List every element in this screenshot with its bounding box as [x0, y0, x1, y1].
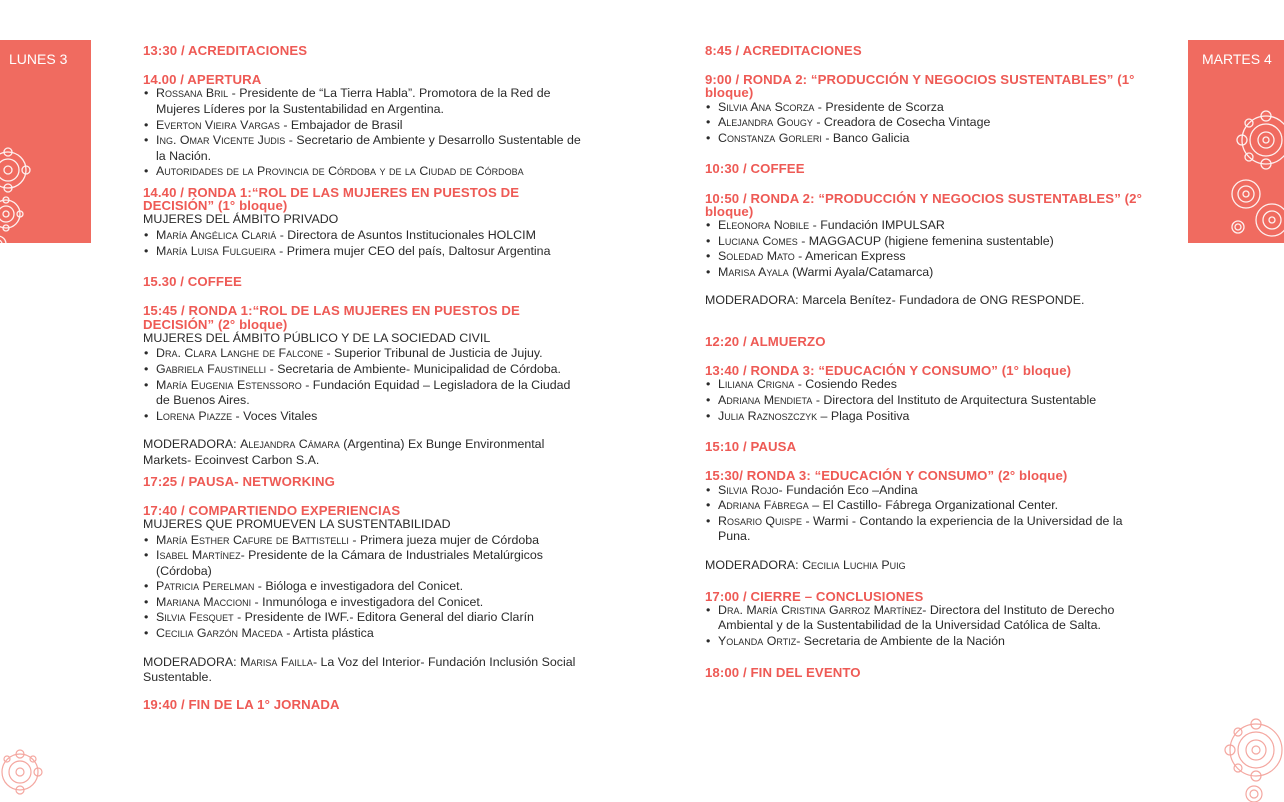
- speaker-list: [143, 86, 583, 180]
- section-ronda-1-bloque-1: [143, 186, 583, 259]
- list-item: [143, 244, 583, 260]
- section-time: 17:40 / COMPARTIENDO EXPERIENCIAS: [143, 502, 401, 518]
- list-item: [705, 603, 1145, 634]
- speaker-role: (Warmi Ayala/Catamarca): [788, 264, 934, 279]
- speaker-name: Rosario Quispe: [718, 513, 803, 528]
- list-item: [143, 346, 583, 362]
- section-ronda-2-bloque-1: [705, 73, 1145, 146]
- section-ronda-2-bloque-2: [705, 192, 1145, 309]
- section-acreditaciones: [143, 44, 583, 57]
- list-item: [705, 234, 1145, 250]
- speaker-role: - MAGGACUP (higiene femenina sustentable): [797, 233, 1054, 248]
- speaker-role: - Directora del Instituto de Derecho Ambiental y de la Sustentabilidad de la Universidad Católica de Salta.: [718, 602, 1115, 633]
- speaker-role: - Presidente de IWF.- Editora General del diario Clarín: [233, 610, 534, 625]
- program-day-2: [705, 44, 1145, 685]
- moderator-line: [705, 558, 1145, 574]
- section-networking: [143, 475, 583, 488]
- moderator-label: MODERADORA:: [705, 557, 803, 572]
- speaker-name: María Eugenia Estenssoro: [156, 377, 302, 392]
- speaker-name: María Angélica Clariá: [156, 227, 277, 242]
- list-item: [143, 579, 583, 595]
- speaker-name: Dra. Clara Langhe de Falcone: [156, 346, 324, 361]
- day-tab-martes: [1188, 40, 1284, 243]
- section-fin-evento: [705, 666, 1145, 679]
- section-time: 9:00 / RONDA 2: “PRODUCCIÓN Y NEGOCIOS SUSTENTABLES” (1° bloque): [705, 72, 1135, 101]
- section-compartiendo-experiencias: [143, 504, 583, 686]
- speaker-role: - Primera mujer CEO del país, Daltosur Argentina: [275, 243, 551, 258]
- list-item: [705, 249, 1145, 265]
- speaker-name: Dra. María Cristina Garroz Martínez: [718, 602, 923, 617]
- moderator-name: Alejandra Cámara: [240, 437, 340, 452]
- speaker-role: - Secretaria de Ambiente- Municipalidad de Córdoba.: [266, 361, 561, 376]
- list-item: [705, 218, 1145, 234]
- speaker-name: Ing. Omar Vicente Judis: [156, 133, 286, 148]
- speaker-role: - Banco Galicia: [821, 130, 910, 145]
- moderator-line: [705, 293, 1145, 309]
- list-item: [143, 86, 583, 117]
- section-time: 15:45 / RONDA 1:“ROL DE LAS MUJERES EN PUESTOS DE DECISIÓN” (2° bloque): [143, 303, 520, 332]
- speaker-name: Silvia Rojo: [718, 482, 779, 497]
- speaker-role: - Fundación IMPULSAR: [809, 218, 945, 232]
- section-time: 15:30/ RONDA 3: “EDUCACIÓN Y CONSUMO” (2° bloque): [705, 468, 1068, 484]
- moderator-line: [143, 437, 583, 468]
- speaker-role: - Presidente de “La Tierra Habla”. Promotora de la Red de Mujeres Líderes por la Sustentabilidad en Argentina.: [156, 86, 551, 116]
- speaker-name: Alejandra Gougy: [718, 115, 813, 130]
- speaker-role: - Primera jueza mujer de Córdoba: [348, 532, 540, 547]
- section-almuerzo: [705, 335, 1145, 348]
- list-item: [143, 548, 583, 579]
- list-item: [143, 164, 583, 180]
- lace-ornament-icon: [1214, 712, 1284, 802]
- speaker-list: [143, 346, 583, 424]
- speaker-name: Lorena Piazze: [156, 408, 233, 423]
- moderator-role: - La Voz del Interior- Fundación Inclusión Social Sustentable.: [143, 654, 576, 685]
- speaker-role: - Secretario de Ambiente y Desarrollo Sustentable de la Nación.: [156, 133, 581, 163]
- speaker-role: - American Express: [794, 249, 906, 264]
- list-item: [705, 498, 1145, 514]
- list-item: [705, 483, 1145, 499]
- speaker-role: - Embajador de Brasil: [279, 117, 403, 132]
- speaker-name: Eleonora Nobile: [718, 218, 810, 232]
- section-time: 10:50 / RONDA 2: “PRODUCCIÓN Y NEGOCIOS SUSTENTABLES” (2° bloque): [705, 190, 1142, 219]
- section-time: 17:00 / CIERRE – CONCLUSIONES: [705, 588, 924, 604]
- list-item: [143, 362, 583, 378]
- list-item: [705, 634, 1145, 650]
- list-item: [143, 228, 583, 244]
- speaker-name: Constanza Gorleri: [718, 130, 822, 145]
- speaker-name: Cecilia Garzón Maceda: [156, 626, 283, 641]
- list-item: [143, 595, 583, 611]
- section-time: 17:25 / PAUSA- NETWORKING: [143, 473, 336, 489]
- section-time: 15.30 / COFFEE: [143, 274, 242, 290]
- program-day-1: [143, 44, 583, 717]
- speaker-role: - Bióloga e investigadora del Conicet.: [254, 579, 464, 594]
- speaker-role: - Fundación Eco –Andina: [778, 482, 918, 497]
- speaker-role: - Directora del Instituto de Arquitectura Sustentable: [812, 392, 1097, 407]
- speaker-role: - Fundación Equidad – Legisladora de la Ciudad de Buenos Aires.: [156, 377, 571, 408]
- speaker-list: [705, 100, 1145, 147]
- speaker-name: Everton Vieira Vargas: [156, 117, 280, 132]
- section-time: 10:30 / COFFEE: [705, 161, 805, 177]
- list-item: [143, 118, 583, 134]
- speaker-role: - Presidente de la Cámara de Industriales Metalúrgicos (Córdoba): [156, 548, 543, 578]
- list-item: [143, 409, 583, 425]
- moderator-label: MODERADORA:: [143, 437, 241, 452]
- lace-ornament-icon: [0, 142, 48, 243]
- section-ronda-3-bloque-2: [705, 469, 1145, 573]
- day-tab-lunes: [0, 40, 91, 243]
- speaker-list: [705, 218, 1145, 280]
- speaker-role: - Secretaria de Ambiente de la Nación: [796, 633, 1005, 648]
- speaker-name: Yolanda Ortiz: [718, 633, 797, 648]
- lace-ornament-icon: [0, 742, 50, 802]
- section-subtitle: MUJERES QUE PROMUEVEN LA SUSTENTABILIDAD: [143, 516, 451, 531]
- section-time: 15:10 / PAUSA: [705, 439, 797, 455]
- list-item: [705, 115, 1145, 131]
- section-ronda-1-bloque-2: [143, 304, 583, 468]
- speaker-name: Silvia Ana Scorza: [718, 99, 815, 114]
- moderator-label: MODERADORA: Marcela Benítez- Fundadora de ONG RESPONDE.: [705, 293, 1085, 308]
- moderator-name: Cecilia Luchia Puig: [802, 557, 906, 572]
- speaker-role: - Inmunóloga e investigadora del Conicet.: [251, 594, 484, 609]
- section-coffee: [705, 162, 1145, 175]
- section-time: 13:40 / RONDA 3: “EDUCACIÓN Y CONSUMO” (1° bloque): [705, 363, 1072, 379]
- speaker-role: - Presidente de Scorza: [814, 99, 944, 114]
- speaker-list: [143, 533, 583, 642]
- section-time: 13:30 / ACREDITACIONES: [143, 43, 308, 58]
- day-label: MARTES 4: [1202, 51, 1272, 67]
- section-time: 12:20 / ALMUERZO: [705, 333, 826, 349]
- section-fin-jornada: [143, 698, 583, 711]
- speaker-list: [143, 228, 583, 259]
- moderator-role: (Argentina) Ex Bunge Environmental Markets- Ecoinvest Carbon S.A.: [143, 437, 545, 467]
- list-item: [705, 409, 1145, 425]
- section-time: 8:45 / ACREDITACIONES: [705, 43, 862, 58]
- day-label: LUNES 3: [9, 51, 68, 67]
- speaker-name: Rossana Bril: [156, 86, 229, 101]
- lace-ornament-icon: [1216, 102, 1284, 243]
- list-item: [705, 100, 1145, 116]
- list-item: [705, 377, 1145, 393]
- speaker-name: Autoridades de la Provincia de Córdoba y de la Ciudad de Córdoba: [156, 164, 524, 179]
- speaker-role: - Cosiendo Redes: [794, 377, 897, 392]
- section-pausa: [705, 440, 1145, 453]
- speaker-name: Isabel Martínez: [156, 548, 241, 563]
- section-subtitle: MUJERES DEL ÁMBITO PÚBLICO Y DE LA SOCIEDAD CIVIL: [143, 330, 491, 345]
- section-coffee: [143, 275, 583, 288]
- list-item: [705, 131, 1145, 147]
- section-cierre: [705, 590, 1145, 650]
- speaker-name: Adriana Fábrega: [718, 498, 809, 513]
- speaker-list: [705, 377, 1145, 424]
- speaker-name: María Esther Cafure de Battistelli: [156, 532, 349, 547]
- list-item: [143, 610, 583, 626]
- section-ronda-3-bloque-1: [705, 364, 1145, 424]
- section-acreditaciones: [705, 44, 1145, 57]
- speaker-name: Patricia Perelman: [156, 579, 255, 594]
- list-item: [705, 393, 1145, 409]
- moderator-line: [143, 655, 583, 686]
- moderator-label: MODERADORA:: [143, 654, 241, 669]
- speaker-name: Gabriela Faustinelli: [156, 361, 267, 376]
- section-subtitle: MUJERES DEL ÁMBITO PRIVADO: [143, 212, 339, 227]
- speaker-name: Adriana Mendieta: [718, 392, 813, 407]
- speaker-role: – El Castillo- Fábrega Organizational Center.: [808, 498, 1059, 513]
- list-item: [143, 626, 583, 642]
- moderator-name: Marisa Failla: [240, 654, 313, 669]
- speaker-name: María Luisa Fulgueira: [156, 243, 276, 258]
- speaker-role: – Plaga Positiva: [817, 408, 910, 423]
- list-item: [143, 133, 583, 164]
- speaker-name: Marisa Ayala: [718, 264, 789, 279]
- speaker-role: - Directora de Asuntos Institucionales HOLCIM: [276, 227, 536, 242]
- speaker-role: - Superior Tribunal de Justicia de Jujuy.: [323, 346, 543, 361]
- speaker-role: - Warmi - Contando la experiencia de la Universidad de la Puna.: [718, 513, 1123, 544]
- section-time: 19:40 / FIN DE LA 1° JORNADA: [143, 696, 340, 712]
- section-time: 18:00 / FIN DEL EVENTO: [705, 664, 861, 680]
- section-time: 14.00 / APERTURA: [143, 72, 262, 88]
- speaker-name: Liliana Crigna: [718, 377, 795, 392]
- section-time: 14.40 / RONDA 1:“ROL DE LAS MUJERES EN PUESTOS DE DECISIÓN” (1° bloque): [143, 184, 520, 214]
- list-item: [705, 514, 1145, 545]
- speaker-name: Mariana Maccioni: [156, 594, 252, 609]
- speaker-name: Luciana Comes: [718, 233, 798, 248]
- list-item: [143, 378, 583, 409]
- list-item: [143, 533, 583, 549]
- list-item: [705, 265, 1145, 281]
- section-apertura: [143, 73, 583, 180]
- speaker-name: Julia Raznoszczyk: [718, 408, 818, 423]
- speaker-name: Silvia Fesquet: [156, 610, 234, 625]
- speaker-role: - Voces Vitales: [232, 408, 318, 423]
- speaker-role: - Creadora de Cosecha Vintage: [812, 115, 991, 130]
- speaker-role: - Artista plástica: [282, 626, 374, 641]
- speaker-name: Soledad Mato: [718, 249, 795, 264]
- speaker-list: [705, 483, 1145, 545]
- speaker-list: [705, 603, 1145, 650]
